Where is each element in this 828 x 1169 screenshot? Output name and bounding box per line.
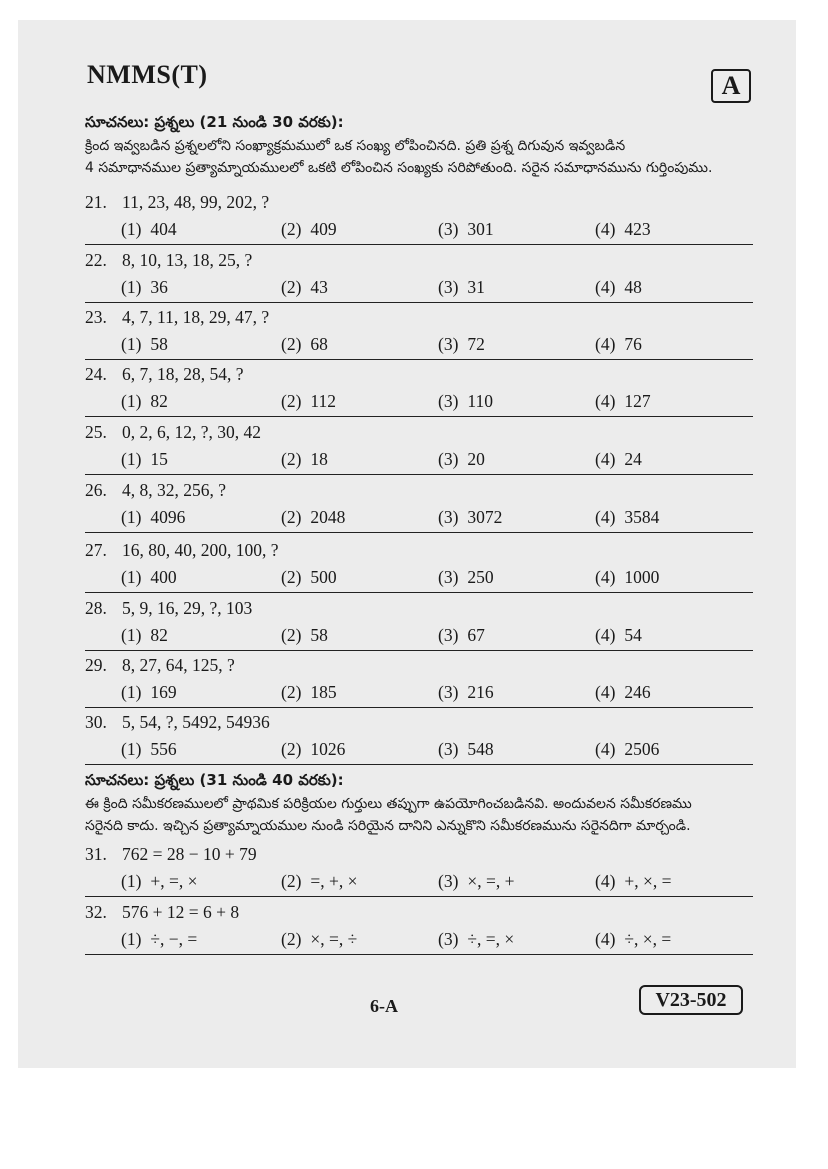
answer-option[interactable] (595, 739, 659, 760)
option-value: 18 (310, 449, 328, 469)
answer-option[interactable] (595, 507, 659, 528)
answer-option[interactable] (438, 625, 485, 646)
option-value: 31 (467, 277, 485, 297)
question-number: 32. (85, 902, 107, 922)
option-label: (2) (281, 929, 302, 949)
question-number: 31. (85, 844, 107, 864)
answer-option[interactable] (121, 871, 198, 892)
option-label: (2) (281, 871, 302, 891)
answer-option[interactable] (121, 507, 185, 528)
option-value: 48 (624, 277, 642, 297)
question-divider (85, 416, 753, 417)
question-stem (85, 364, 244, 385)
option-value: ×, =, ÷ (310, 929, 358, 949)
answer-option[interactable] (121, 929, 197, 950)
option-label: (4) (595, 625, 616, 645)
option-label: (3) (438, 567, 459, 587)
option-value: 54 (624, 625, 642, 645)
answer-option[interactable] (121, 277, 168, 298)
option-label: (4) (595, 871, 616, 891)
answer-option[interactable] (438, 871, 515, 892)
answer-option[interactable] (595, 449, 642, 470)
answer-option[interactable] (281, 682, 337, 703)
option-value: 548 (467, 739, 494, 759)
option-label: (2) (281, 277, 302, 297)
option-label: (1) (121, 625, 142, 645)
question-text: 762 = 28 − 10 + 79 (122, 844, 257, 864)
option-label: (3) (438, 507, 459, 527)
option-label: (1) (121, 449, 142, 469)
answer-option[interactable] (281, 507, 345, 528)
option-label: (4) (595, 739, 616, 759)
question-stem (85, 250, 252, 271)
option-label: (4) (595, 507, 616, 527)
answer-option[interactable] (121, 567, 177, 588)
answer-option[interactable] (281, 625, 328, 646)
answer-option[interactable] (438, 929, 514, 950)
option-label: (4) (595, 682, 616, 702)
option-value: 409 (310, 219, 337, 239)
question-text: 8, 10, 13, 18, 25, ? (122, 250, 253, 270)
option-label: (4) (595, 277, 616, 297)
option-value: 1026 (310, 739, 346, 759)
option-value: 301 (467, 219, 494, 239)
option-label: (2) (281, 682, 302, 702)
answer-option[interactable] (595, 391, 651, 412)
question-text: 4, 8, 32, 256, ? (122, 480, 227, 500)
question-text: 5, 54, ?, 5492, 54936 (122, 712, 270, 732)
option-label: (2) (281, 625, 302, 645)
answer-option[interactable] (595, 334, 642, 355)
question-number: 29. (85, 655, 107, 675)
option-value: 2048 (310, 507, 346, 527)
question-divider (85, 359, 753, 360)
answer-option[interactable] (438, 507, 502, 528)
section1-instruction-line: 4 సమాధానముల ప్రత్యామ్నాయములలో ఒకటి లోపించిన సంఖ్యకు సరిపోతుంది. సరైన సమాధానమును గుర్తింపుము. (85, 160, 713, 176)
option-label: (2) (281, 567, 302, 587)
option-label: (2) (281, 219, 302, 239)
option-value: =, +, × (310, 871, 358, 891)
exam-title: NMMS(T) (87, 60, 208, 89)
question-divider (85, 532, 753, 533)
answer-option[interactable] (281, 449, 328, 470)
answer-option[interactable] (281, 277, 328, 298)
option-value: 246 (624, 682, 651, 702)
question-number: 23. (85, 307, 107, 327)
option-value: 127 (624, 391, 651, 411)
question-divider (85, 954, 753, 955)
option-value: 404 (150, 219, 177, 239)
option-label: (4) (595, 567, 616, 587)
question-stem (85, 712, 270, 733)
option-value: 72 (467, 334, 485, 354)
question-stem (85, 655, 235, 676)
question-number: 24. (85, 364, 107, 384)
question-stem (85, 480, 226, 501)
option-value: 4096 (150, 507, 186, 527)
option-label: (2) (281, 334, 302, 354)
answer-option[interactable] (438, 277, 485, 298)
question-divider (85, 707, 753, 708)
option-label: (3) (438, 334, 459, 354)
option-label: (1) (121, 567, 142, 587)
answer-option[interactable] (595, 871, 672, 892)
question-number: 30. (85, 712, 107, 732)
question-number: 21. (85, 192, 107, 212)
option-value: 68 (310, 334, 328, 354)
option-label: (1) (121, 277, 142, 297)
question-text: 16, 80, 40, 200, 100, ? (122, 540, 279, 560)
option-value: 216 (467, 682, 494, 702)
question-stem (85, 307, 269, 328)
option-label: (2) (281, 507, 302, 527)
answer-option[interactable] (121, 219, 177, 240)
question-text: 576 + 12 = 6 + 8 (122, 902, 240, 922)
question-number: 25. (85, 422, 107, 442)
question-divider (85, 302, 753, 303)
question-text: 5, 9, 16, 29, ?, 103 (122, 598, 253, 618)
answer-option[interactable] (121, 739, 177, 760)
option-value: 250 (467, 567, 494, 587)
question-stem (85, 902, 239, 923)
option-value: 423 (624, 219, 651, 239)
option-value: 400 (150, 567, 177, 587)
option-value: +, =, × (150, 871, 198, 891)
question-set-badge: A (711, 69, 751, 103)
option-value: 2506 (624, 739, 660, 759)
option-value: 556 (150, 739, 177, 759)
answer-option[interactable] (281, 391, 336, 412)
option-label: (3) (438, 682, 459, 702)
answer-option[interactable] (438, 334, 485, 355)
paper-code-badge: V23-502 (639, 985, 743, 1015)
answer-option[interactable] (595, 625, 642, 646)
option-label: (3) (438, 391, 459, 411)
question-text: 4, 7, 11, 18, 29, 47, ? (122, 307, 270, 327)
answer-option[interactable] (438, 391, 493, 412)
option-label: (3) (438, 871, 459, 891)
answer-option[interactable] (281, 739, 345, 760)
answer-option[interactable] (438, 219, 494, 240)
question-text: 11, 23, 48, 99, 202, ? (122, 192, 270, 212)
option-label: (3) (438, 449, 459, 469)
option-label: (1) (121, 391, 142, 411)
answer-option[interactable] (121, 625, 168, 646)
answer-option[interactable] (281, 871, 358, 892)
option-value: +, ×, = (624, 871, 672, 891)
option-value: 112 (310, 391, 337, 411)
option-label: (2) (281, 739, 302, 759)
answer-option[interactable] (281, 334, 328, 355)
option-value: 24 (624, 449, 642, 469)
question-text: 6, 7, 18, 28, 54, ? (122, 364, 244, 384)
answer-option[interactable] (121, 449, 168, 470)
answer-option[interactable] (595, 219, 651, 240)
question-divider (85, 592, 753, 593)
option-value: ÷, =, × (467, 929, 515, 949)
option-value: 15 (150, 449, 168, 469)
question-divider (85, 764, 753, 765)
section1-heading: సూచనలు: ప్రశ్నలు (21 నుండి 30 వరకు): (85, 113, 344, 131)
option-label: (4) (595, 929, 616, 949)
option-label: (3) (438, 739, 459, 759)
answer-option[interactable] (438, 739, 494, 760)
answer-option[interactable] (595, 277, 642, 298)
question-number: 27. (85, 540, 107, 560)
option-label: (1) (121, 507, 142, 527)
section1-instruction-line: క్రింద ఇవ్వబడిన ప్రశ్నలలోని సంఖ్యాక్రమములో ఒక సంఖ్య లోపించినది. ప్రతి ప్రశ్న దిగువున ఇవ్వబడిన (85, 138, 626, 154)
question-divider (85, 244, 753, 245)
option-value: 67 (467, 625, 485, 645)
option-label: (1) (121, 334, 142, 354)
option-value: ÷, ×, = (624, 929, 672, 949)
question-stem (85, 192, 269, 213)
option-label: (4) (595, 449, 616, 469)
question-number: 28. (85, 598, 107, 618)
question-stem (85, 844, 257, 865)
option-value: 3072 (467, 507, 503, 527)
answer-option[interactable] (438, 682, 494, 703)
option-label: (2) (281, 449, 302, 469)
option-value: 58 (150, 334, 168, 354)
section2-instruction-line: ఈ క్రింది సమీకరణములలో ప్రాథమిక పరిక్రియల గుర్తులు తప్పుగా ఉపయోగించబడినవి. అందువలన సమీకరణము (85, 796, 692, 812)
option-value: 82 (150, 391, 168, 411)
answer-option[interactable] (121, 682, 177, 703)
question-divider (85, 650, 753, 651)
answer-option[interactable] (595, 682, 651, 703)
answer-option[interactable] (281, 219, 337, 240)
option-value: 20 (467, 449, 485, 469)
option-label: (2) (281, 391, 302, 411)
question-stem (85, 540, 279, 561)
answer-option[interactable] (281, 929, 357, 950)
answer-option[interactable] (595, 929, 671, 950)
option-label: (3) (438, 219, 459, 239)
answer-option[interactable] (121, 334, 168, 355)
option-value: 169 (150, 682, 177, 702)
option-label: (3) (438, 625, 459, 645)
option-value: 500 (310, 567, 337, 587)
option-value: 3584 (624, 507, 660, 527)
question-divider (85, 474, 753, 475)
option-value: ÷, −, = (150, 929, 198, 949)
option-label: (4) (595, 219, 616, 239)
question-stem (85, 598, 252, 619)
question-divider (85, 896, 753, 897)
question-number: 26. (85, 480, 107, 500)
option-label: (1) (121, 739, 142, 759)
option-value: 1000 (624, 567, 660, 587)
option-label: (1) (121, 682, 142, 702)
option-label: (4) (595, 334, 616, 354)
option-value: 185 (310, 682, 337, 702)
option-value: 58 (310, 625, 328, 645)
option-label: (3) (438, 277, 459, 297)
option-value: 110 (467, 391, 494, 411)
option-value: ×, =, + (467, 871, 515, 891)
option-label: (1) (121, 871, 142, 891)
question-number: 22. (85, 250, 107, 270)
answer-option[interactable] (438, 567, 494, 588)
option-value: 82 (150, 625, 168, 645)
option-value: 76 (624, 334, 642, 354)
option-value: 36 (150, 277, 168, 297)
answer-option[interactable] (595, 567, 659, 588)
section2-heading: సూచనలు: ప్రశ్నలు (31 నుండి 40 వరకు): (85, 771, 344, 789)
question-text: 8, 27, 64, 125, ? (122, 655, 235, 675)
option-label: (3) (438, 929, 459, 949)
answer-option[interactable] (438, 449, 485, 470)
option-label: (1) (121, 929, 142, 949)
answer-option[interactable] (121, 391, 168, 412)
question-stem (85, 422, 261, 443)
option-label: (4) (595, 391, 616, 411)
question-text: 0, 2, 6, 12, ?, 30, 42 (122, 422, 262, 442)
page-number: 6-A (370, 996, 398, 1016)
answer-option[interactable] (281, 567, 337, 588)
option-label: (1) (121, 219, 142, 239)
option-value: 43 (310, 277, 328, 297)
section2-instruction-line: సరైనది కాదు. ఇచ్చిన ప్రత్యామ్నాయముల నుండి సరియైన దానిని ఎన్నుకొని సమీకరణమును సరైనదిగా మార్చండి. (85, 818, 691, 834)
